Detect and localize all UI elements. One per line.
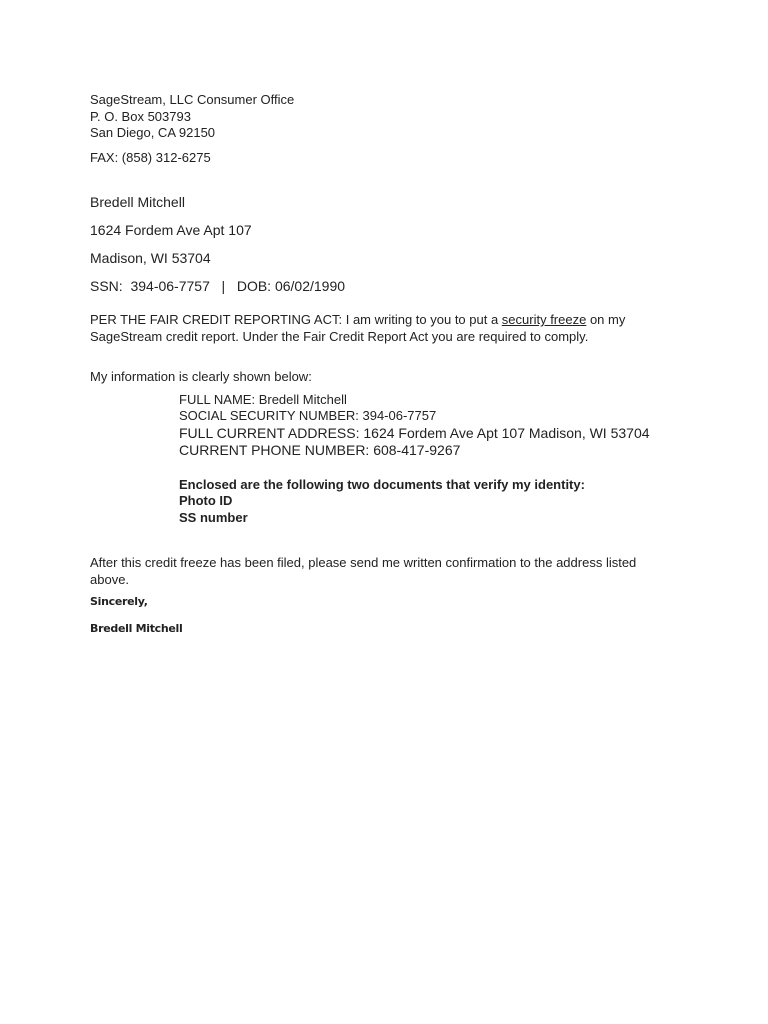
sender-name: Bredell Mitchell xyxy=(90,194,185,210)
info-phone: CURRENT PHONE NUMBER: 608-417-9267 xyxy=(179,442,461,458)
info-full-name: FULL NAME: Bredell Mitchell xyxy=(179,391,347,407)
closing-sincerely: Sincerely, xyxy=(90,595,148,608)
sender-city: Madison, WI 53704 xyxy=(90,250,211,266)
recipient-city: San Diego, CA 92150 xyxy=(90,125,216,140)
confirmation-paragraph: After this credit freeze has been filed, please send me written confirmation to the address listed above. xyxy=(90,555,637,587)
enclosed-item-photo-id: Photo ID xyxy=(179,493,233,508)
info-intro: My information is clearly shown below: xyxy=(90,369,312,384)
sender-block xyxy=(90,194,690,294)
info-address: FULL CURRENT ADDRESS: 1624 Fordem Ave Apt 107 Madison, WI 53704 xyxy=(179,424,650,441)
request-rest: on my SageStream credit report. Under the Fair Credit Report Act you are required to comply. xyxy=(90,312,626,344)
info-block xyxy=(179,392,690,460)
recipient-address-block xyxy=(90,92,690,166)
info-ssn: SOCIAL SECURITY NUMBER: 394-06-7757 xyxy=(179,408,437,423)
recipient-po-box: P. O. Box 503793 xyxy=(90,108,191,124)
enclosed-item-ss-number: SS number xyxy=(179,509,248,525)
sender-street: 1624 Fordem Ave Apt 107 xyxy=(90,222,252,238)
sender-ids: SSN: 394-06-7757 | DOB: 06/02/1990 xyxy=(90,278,346,294)
enclosed-heading: Enclosed are the following two documents that verify my identity: xyxy=(179,476,585,492)
recipient-fax: FAX: (858) 312-6275 xyxy=(90,149,211,165)
closing-signature: Bredell Mitchell xyxy=(90,622,183,635)
security-freeze-text: security freeze xyxy=(501,312,587,327)
recipient-name: SageStream, LLC Consumer Office xyxy=(90,92,295,107)
request-paragraph xyxy=(90,312,670,345)
request-intro: PER THE FAIR CREDIT REPORTING ACT: I am writing to you to put a xyxy=(90,312,502,327)
enclosed-documents-block xyxy=(179,477,690,527)
letter-page xyxy=(90,92,690,635)
